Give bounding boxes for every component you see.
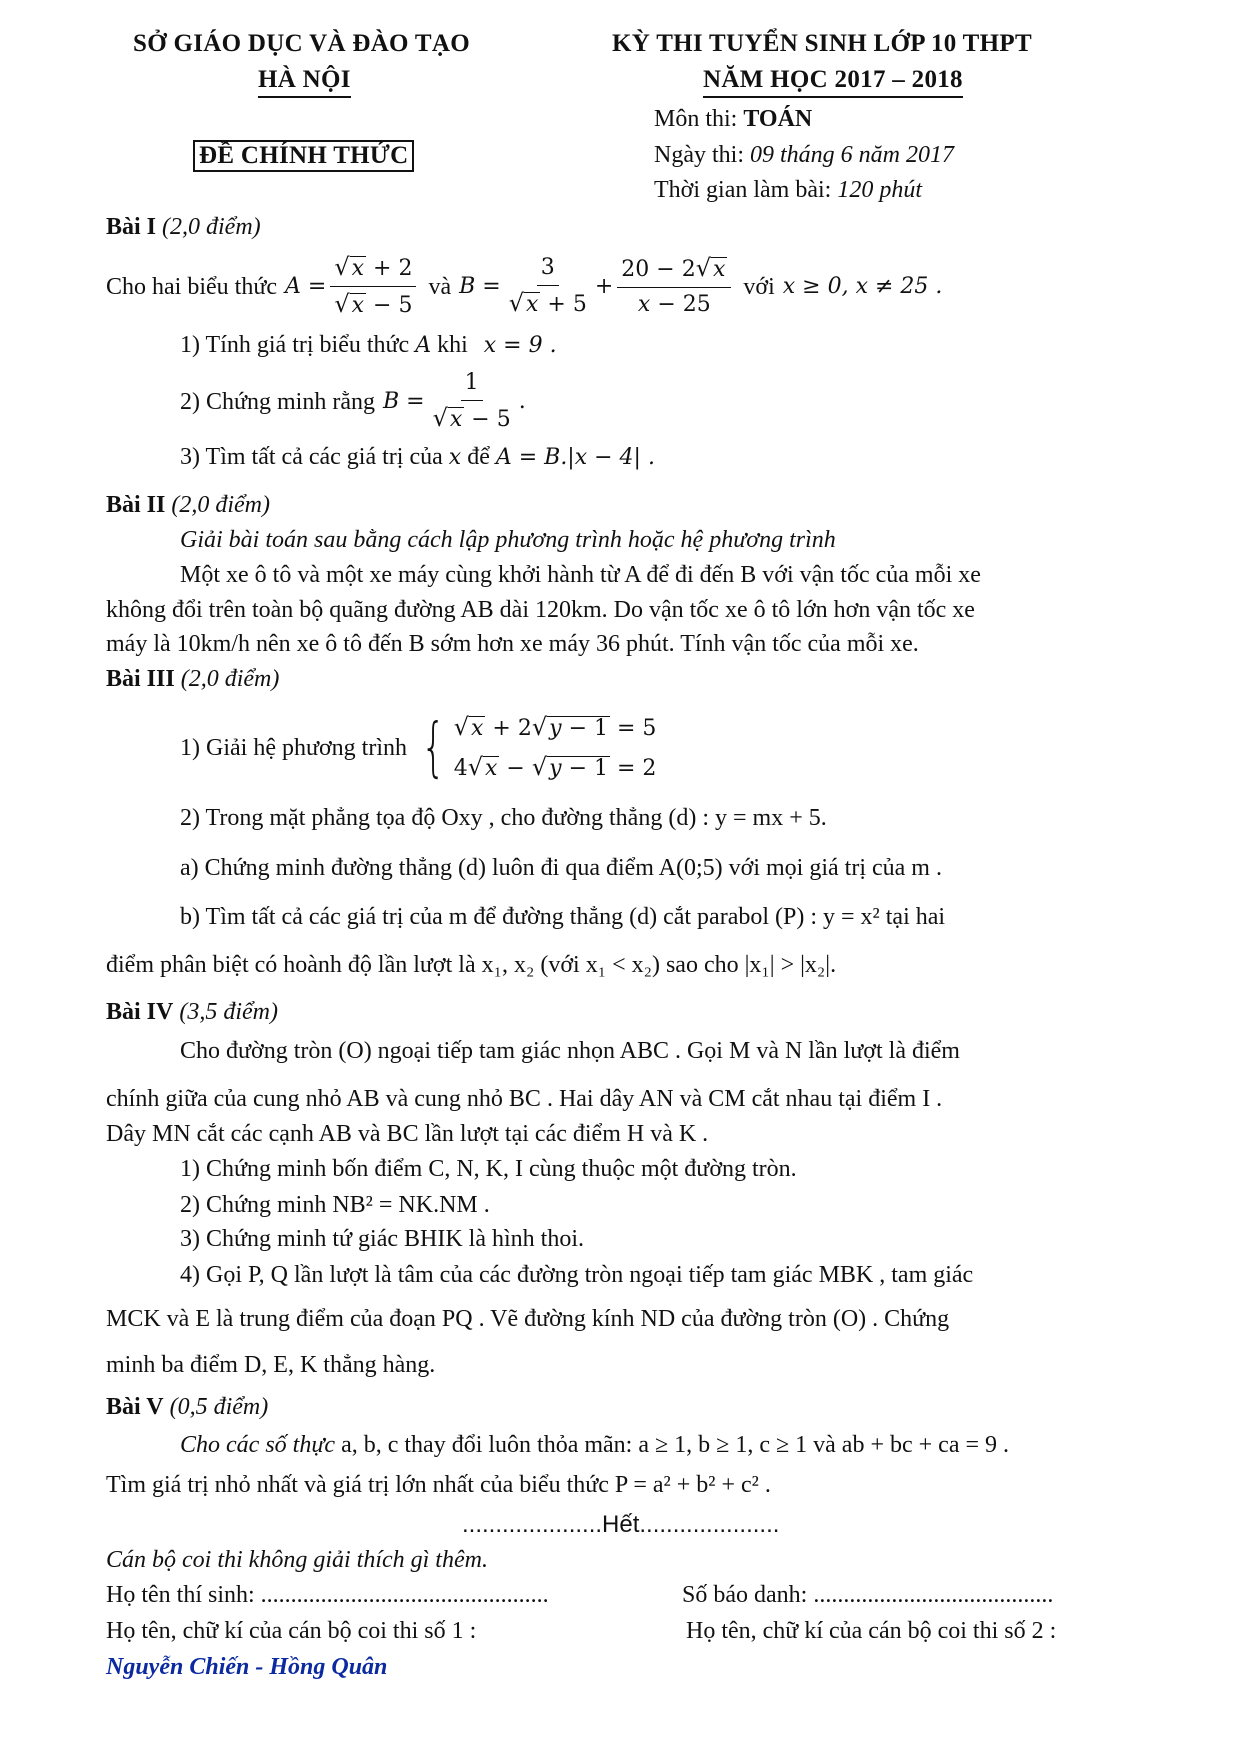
time-label: Thời gian làm bài:	[654, 177, 832, 203]
official-badge: ĐỀ CHÍNH THỨC	[193, 140, 414, 172]
bai3-qb-line2: điểm phân biệt có hoành độ lần lượt là x₁, x₂ (với x₁ < x₂) sao cho |x₁| > |x₂|.	[106, 952, 837, 978]
equation-system: √x + 2√y − 1 = 5 4√x − √y − 1 = 2	[453, 713, 657, 781]
bai2-line1: Một xe ô tô và một xe máy cùng khởi hành từ A để đi đến B với vận tốc của mỗi xe	[180, 562, 981, 588]
bai1-with: với	[743, 273, 775, 300]
bai5-line1: Cho các số thực a, b, c thay đổi luôn thỏa mãn: a ≥ 1, b ≥ 1, c ≥ 1 và ab + bc + ca = 9 .	[180, 1432, 1010, 1458]
subject-value: TOÁN	[743, 106, 813, 132]
bai1-expressions: Cho hai biểu thức A = $\frac{√x + 2}{√x - 5}$ và B = $\frac{3}{√x + 5}$ + $\frac{20 - 2√x}{x - 25}$ với x ≥ 0, x ≠ 25 .	[106, 253, 943, 318]
proctor1-field: Họ tên, chữ kí của cán bộ coi thi số 1 :	[106, 1618, 477, 1644]
bai3-q1: 1) Giải hệ phương trình { √x + 2√y − 1 = 5 4√x − √y − 1 = 2	[180, 708, 656, 788]
bai4-heading: Bài IV (3,5 điểm)	[106, 999, 278, 1025]
bai3-heading: Bài III (2,0 điểm)	[106, 666, 280, 692]
bai1-q1: 1) Tính giá trị biểu thức A khi x = 9 .	[180, 332, 557, 358]
bai4-line2: chính giữa của cung nhỏ AB và cung nhỏ BC . Hai dây AN và CM cắt nhau tại điểm I .	[106, 1086, 943, 1112]
candidate-number-field: Số báo danh: ........................................	[682, 1582, 1054, 1608]
bai5-heading: Bài V (0,5 điểm)	[106, 1394, 269, 1420]
department-title: SỞ GIÁO DỤC VÀ ĐÀO TẠO	[133, 30, 470, 57]
school-year: NĂM HỌC 2017 – 2018	[703, 66, 963, 98]
date-label: Ngày thi:	[654, 142, 744, 168]
date-value: 09 tháng 6 năm 2017	[750, 142, 954, 168]
bai2-line2: không đổi trên toàn bộ quãng đường AB dài 120km. Do vận tốc xe ô tô lớn hơn vận tốc xe	[106, 597, 975, 623]
system-brace: {	[421, 711, 446, 785]
bai2-line3: máy là 10km/h nên xe ô tô đến B sớm hơn xe máy 36 phút. Tính vận tốc của mỗi xe.	[106, 631, 919, 657]
bai4-q4-line1: 4) Gọi P, Q lần lượt là tâm của các đường tròn ngoại tiếp tam giác MBK , tam giác	[180, 1262, 974, 1288]
bai3-qa: a) Chứng minh đường thẳng (d) luôn đi qua điểm A(0;5) với mọi giá trị của m .	[180, 855, 942, 881]
bai2-instruction: Giải bài toán sau bằng cách lập phương trình hoặc hệ phương trình	[180, 527, 836, 553]
bai3-qb-line1: b) Tìm tất cả các giá trị của m để đường thẳng (d) cắt parabol (P) : y = x² tại hai	[180, 904, 946, 930]
author-signature: Nguyễn Chiến - Hồng Quân	[106, 1654, 388, 1680]
subject-line	[654, 104, 812, 134]
bai4-q4-line3: minh ba điểm D, E, K thẳng hàng.	[106, 1352, 436, 1378]
time-line	[654, 175, 922, 205]
time-value: 120 phút	[837, 177, 922, 203]
bai1-heading	[106, 212, 261, 242]
bai1-and: và	[428, 273, 452, 300]
bai4-line1: Cho đường tròn (O) ngoại tiếp tam giác nhọn ABC . Gọi M và N lần lượt là điểm	[180, 1038, 960, 1064]
bai1-intro: Cho hai biểu thức	[106, 273, 277, 300]
bai5-line2: Tìm giá trị nhỏ nhất và giá trị lớn nhất của biểu thức P = a² + b² + c² .	[106, 1472, 771, 1498]
bai2-heading: Bài II (2,0 điểm)	[106, 492, 270, 518]
bai1-q3: 3) Tìm tất cả các giá trị của x để A = B.|x − 4| .	[180, 444, 655, 470]
bai4-q3: 3) Chứng minh tứ giác BHIK là hình thoi.	[180, 1226, 584, 1252]
bai1-q2: 2) Chứng minh rằng B = $\frac{1}{√x - 5}$ .	[180, 370, 526, 432]
department-city: HÀ NỘI	[258, 66, 351, 98]
bai4-line3: Dây MN cắt các cạnh AB và BC lần lượt tại các điểm H và K .	[106, 1121, 709, 1147]
bai3-q2: 2) Trong mặt phẳng tọa độ Oxy , cho đường thẳng (d) : y = mx + 5.	[180, 805, 827, 831]
candidate-name-field: Họ tên thí sinh: ................................................	[106, 1582, 549, 1608]
bai4-q1: 1) Chứng minh bốn điểm C, N, K, I cùng thuộc một đường tròn.	[180, 1156, 797, 1182]
bai4-q2: 2) Chứng minh NB² = NK.NM .	[180, 1192, 490, 1218]
proctor-note: Cán bộ coi thi không giải thích gì thêm.	[106, 1547, 488, 1573]
exam-title: KỲ THI TUYỂN SINH LỚP 10 THPT	[612, 30, 1032, 57]
bai1-title: Bài I	[106, 214, 157, 240]
bai1-points: (2,0 điểm)	[162, 214, 261, 240]
subject-label: Môn thi:	[654, 106, 738, 132]
proctor2-field: Họ tên, chữ kí của cán bộ coi thi số 2 :	[686, 1618, 1057, 1644]
bai1-condition: x ≥ 0, x ≠ 25 .	[782, 273, 943, 299]
date-line	[654, 140, 954, 170]
end-mark: .....................Hết.....................	[462, 1511, 780, 1538]
bai4-q4-line2: MCK và E là trung điểm của đoạn PQ . Vẽ đường kính ND của đường tròn (O) . Chứng	[106, 1306, 950, 1332]
